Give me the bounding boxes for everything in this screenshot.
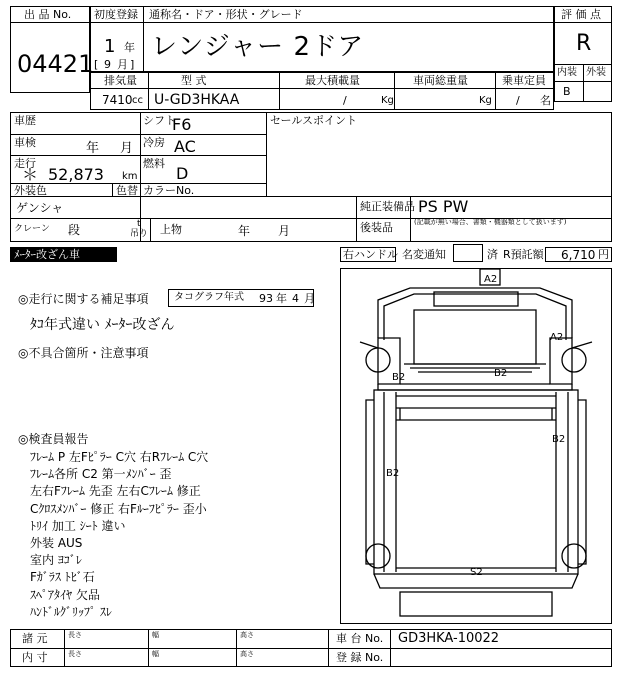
running-notes-title: ◎走行に関する補足事項 <box>18 292 149 306</box>
color-code-label: カラーNo. <box>143 184 195 197</box>
dent-mark-front: A2 <box>484 274 498 285</box>
recycle-done: 済 <box>487 248 498 261</box>
r-deposit-label: R預託額 <box>503 248 544 261</box>
km-unit: km <box>122 171 138 182</box>
shift-value: F6 <box>172 115 192 134</box>
displacement-label: 排気量 <box>104 74 137 87</box>
fuel-value: D <box>176 164 189 183</box>
aircon-value: AC <box>174 137 196 156</box>
inspector-line: Fｶﾞﾗｽ ﾄﾋﾞ石 <box>30 570 95 585</box>
aircon-label: 冷房 <box>143 136 165 149</box>
gross-weight-label: 車両総重量 <box>413 74 468 87</box>
registration-no-label: 登 録 No. <box>336 651 384 664</box>
inspector-line: Cｸﾛｽﾒﾝﾊﾞｰ 修正 右Fﾙｰﾌﾋﾟﾗｰ 歪小 <box>30 501 207 516</box>
history-label: 車歴 <box>14 114 36 127</box>
shift-label: シフト <box>143 114 176 127</box>
chassis-no: GD3HKA-10022 <box>398 631 500 646</box>
vehicle-name-label: 通称名・ドア・形状・グレード <box>149 8 303 21</box>
scratch-mark-right-body: B2 <box>552 434 566 445</box>
scratch-mark-left-cab: B2 <box>392 372 406 383</box>
grade-value: R <box>576 31 592 56</box>
color-change-label: 色替 <box>116 184 138 197</box>
meter-tampered-badge: ﾒｰﾀｰ改ざん車 <box>10 247 117 262</box>
inspection-label: 車検 <box>14 136 36 149</box>
specs-label: 諸 元 <box>22 632 48 645</box>
max-load-label: 最大積載量 <box>305 74 360 87</box>
inspector-line: ﾄﾘｲ 加工 ｼｰﾄ 違い <box>30 518 126 533</box>
mileage-value: 52,873 <box>48 165 104 184</box>
displacement: 7410 <box>102 93 133 107</box>
interior-grade-label: 内装 <box>557 67 577 78</box>
tachograph-label: タコグラフ年式 <box>174 292 244 303</box>
lot-label: 出 品 No. <box>24 8 72 21</box>
crane-label: クレーン <box>14 224 50 234</box>
inspector-line: ﾌﾚｰﾑ P 左Fﾋﾟﾗｰ C穴 右Rﾌﾚｰﾑ C穴 <box>30 450 209 464</box>
first-reg-year: 1 <box>104 36 116 57</box>
r-deposit-value: 6,710 <box>561 248 596 262</box>
tachograph-year: 93 <box>259 292 273 305</box>
grade-label: 評 価 点 <box>561 8 601 21</box>
running-note-text: ﾀｺ年式違い ﾒｰﾀｰ改ざん <box>30 317 175 333</box>
exterior-color-label: 外装色 <box>14 184 47 197</box>
persons-unit: 名 <box>540 94 551 107</box>
scratch-mark-center: B2 <box>494 368 508 379</box>
model-code: U-GD3HKAA <box>154 92 240 108</box>
aftermarket-label: 後装品 <box>360 221 393 234</box>
interior-grade: B <box>563 85 571 98</box>
defects-title: ◎不具合箇所・注意事項 <box>18 346 149 360</box>
inspector-report-title: ◎検査員報告 <box>18 432 89 446</box>
steering-value: 右ハンドル <box>343 248 398 261</box>
month-unit: 月 <box>117 58 128 71</box>
inner-dims-label: 内 寸 <box>22 651 48 664</box>
equipment-label: 純正装備品 <box>360 200 415 213</box>
uptop-label: 上物 <box>160 223 182 236</box>
fuel-label: 燃料 <box>143 157 165 170</box>
first-reg-month: 9 <box>104 58 111 71</box>
capacity-label: 乗車定員 <box>502 74 546 87</box>
inspector-line: 室内 ﾖｺﾞﾚ <box>30 553 82 568</box>
inspector-line: ﾊﾝﾄﾞﾙｸﾞﾘｯﾌﾟ ｽﾚ <box>30 604 112 619</box>
cc-unit: cc <box>132 95 143 106</box>
owner-notice-label: 名変通知 <box>402 248 446 261</box>
tachograph-month: 4 <box>292 292 299 305</box>
vehicle-name: レンジャー 2ドア <box>151 32 365 62</box>
inspector-line: 左右Fﾌﾚｰﾑ 先歪 左右Cﾌﾚｰﾑ 修正 <box>30 484 201 499</box>
inspector-line: ﾌﾚｰﾑ各所 C2 第一ﾒﾝﾊﾞｰ 歪 <box>30 467 172 482</box>
exterior-grade-label: 外装 <box>586 67 606 78</box>
vehicle-damage-diagram <box>340 268 612 624</box>
inspector-line: 外装 AUS <box>30 536 83 550</box>
inspector-line: ｽﾍﾟｱﾀｲﾔ 欠品 <box>30 587 100 602</box>
scratch-mark-left-body: B2 <box>386 468 400 479</box>
yen-unit: 円 <box>598 248 609 261</box>
mileage-label: 走行 <box>14 157 36 170</box>
first-reg-label: 初度登録 <box>94 8 138 21</box>
sales-points-label: セールスポイント <box>270 114 358 127</box>
kg-unit: Kg <box>479 95 492 106</box>
year-unit: 年 <box>124 41 135 54</box>
stain-mark-rear: S2 <box>470 567 483 578</box>
equipment-value: PS PW <box>418 197 469 216</box>
lot-number: 04421 <box>17 50 94 78</box>
dent-mark-right-cab: A2 <box>550 332 564 343</box>
exterior-color: ゲンシャ <box>16 201 64 215</box>
aftermarket-note: (記載が無い場合、書類・機器類として扱います) <box>414 218 567 226</box>
owner-notice-box <box>453 244 483 262</box>
model-label: 型 式 <box>181 74 207 87</box>
chassis-no-label: 車 台 No. <box>336 632 384 645</box>
kg-unit: Kg <box>381 95 394 106</box>
